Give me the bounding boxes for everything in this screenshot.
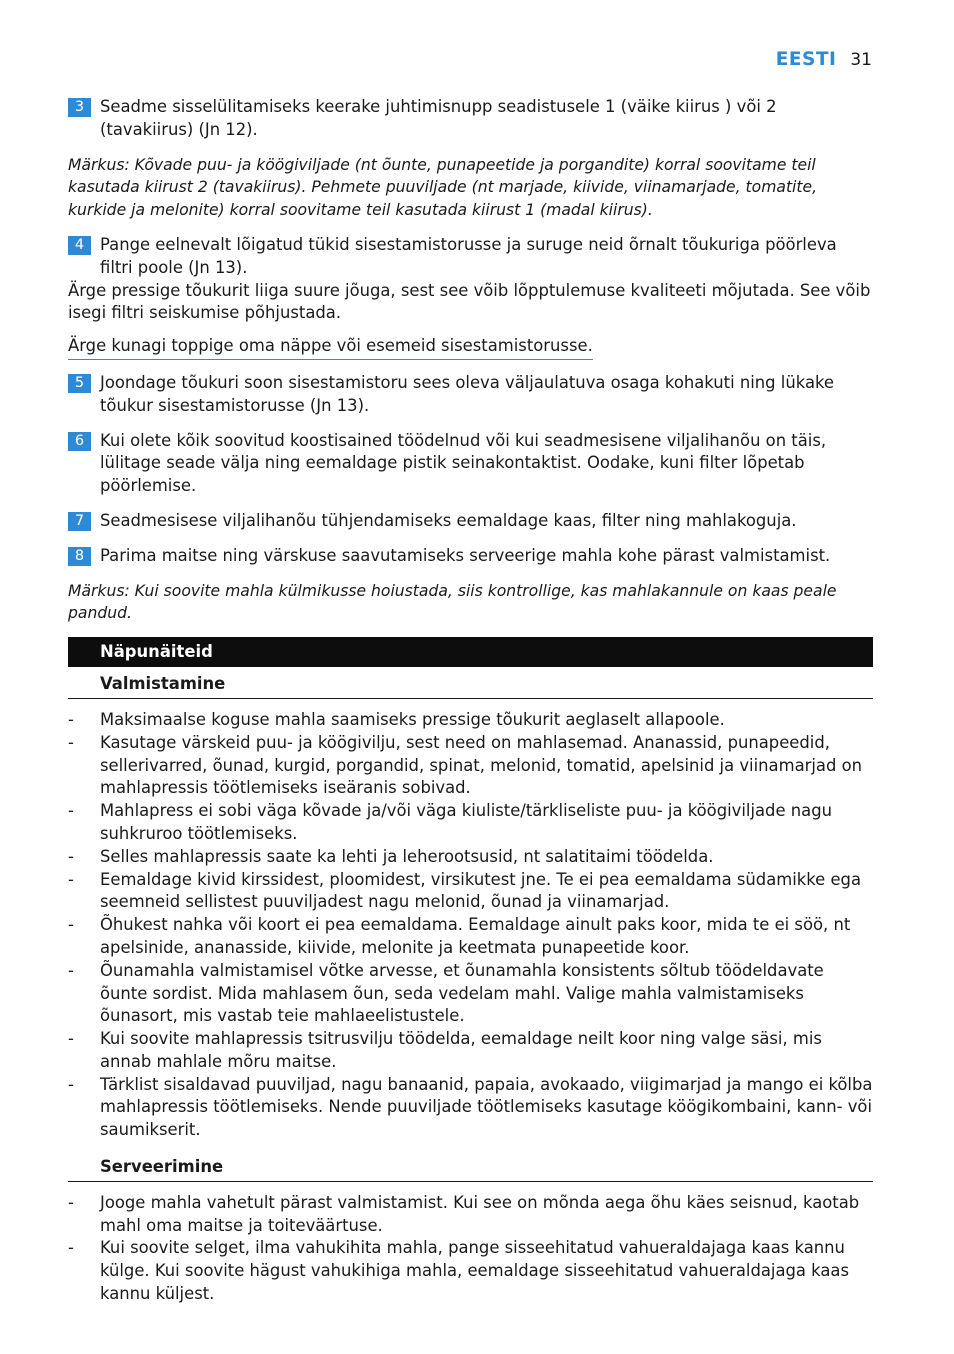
step-number-badge: 3 — [68, 98, 91, 117]
prep-heading: Valmistamine — [68, 667, 873, 699]
note-storage: Märkus: Kui soovite mahla külmikusse hoiustada, siis kontrollige, kas mahlakannule on kaas peale pandud. — [68, 581, 837, 623]
step-6 — [68, 430, 873, 498]
list-item: - Eemaldage kivid kirssidest, ploomidest, virsikutest jne. Te ei pea eemaldama südamikke ega seemneid sellistest puuviljadest nagu melonid, õunad ja viinamarjad. — [68, 869, 873, 915]
serve-list — [68, 1192, 873, 1306]
step-number-badge: 8 — [68, 547, 91, 566]
step-text: Joondage tõukuri soon sisestamistoru sees oleva väljaulatuva osaga kohakuti ning lükake tõukur sisestamistorusse (Jn 13). — [100, 372, 834, 415]
list-item: - Õhukest nahka või koort ei pea eemaldama. Eemaldage ainult paks koor, mida te ei söö, nt apelsinide, ananasside, kiivide, melonite ja keetmata punapeetide koor. — [68, 914, 873, 960]
step-number-badge: 7 — [68, 512, 91, 531]
warning-row — [68, 335, 873, 360]
step-8 — [68, 545, 873, 568]
step-text: Seadmesisese viljalihanõu tühjendamiseks eemaldage kaas, filter ning mahlakoguja. — [100, 510, 797, 530]
list-item: - Selles mahlapressis saate ka lehti ja leherootsusid, nt salatitaimi töödelda. — [68, 846, 873, 869]
warning-text: Ärge kunagi toppige oma näppe või esemeid sisestamistorusse. — [68, 335, 593, 360]
prep-list — [68, 709, 873, 1142]
page-number: 31 — [850, 50, 872, 70]
language-label: EESTI — [775, 49, 837, 70]
list-item: - Maksimaalse koguse mahla saamiseks pressige tõukurit aeglaselt allapoole. — [68, 709, 873, 732]
serve-heading: Serveerimine — [68, 1150, 873, 1182]
step-text: Seadme sisselülitamiseks keerake juhtimisnupp seadistusele 1 (väike kiirus ) või 2 (tavakiirus) (Jn 12). — [100, 97, 777, 139]
step-number-badge: 5 — [68, 374, 91, 393]
list-item: - Õunamahla valmistamisel võtke arvesse, et õunamahla konsistents sõltub töödeldavate õunte sordist. Mida mahlasem õun, seda vedelam mahl. Valige mahla valmistamiseks õunasort, mis vastab teie mahlaeelistustele. — [68, 960, 873, 1028]
list-item: - Kui soovite mahlapressis tsitrusvilju töödelda, eemaldage neilt koor ning valge säsi, mis annab mahlale mõru maitse. — [68, 1028, 873, 1074]
step-text: Parima maitse ning värskuse saavutamiseks serveerige mahla kohe pärast valmistamist. — [100, 545, 831, 565]
step-number-badge: 4 — [68, 236, 91, 255]
step-3 — [68, 96, 873, 142]
step-5 — [68, 372, 873, 418]
list-item: - Jooge mahla vahetult pärast valmistamist. Kui see on mõnda aega õhu käes seisnud, kaotab mahl oma maitse ja toiteväärtuse. — [68, 1192, 873, 1238]
step-number-badge: 6 — [68, 432, 91, 451]
page-content — [68, 0, 873, 1314]
step-text: Kui olete kõik soovitud koostisained töödelnud või kui seadmesisene viljalihanõu on täis, lülitage seade välja ning eemaldage pistik seinakontaktist. Oodake, kuni filter lõpetab pöörlemise. — [100, 430, 827, 496]
step-4-detail: Ärge pressige tõukurit liiga suure jõuga, sest see võib lõpptulemuse kvaliteeti mõjutada. See võib isegi filtri seiskumise põhjustada. — [68, 280, 871, 323]
step-7 — [68, 510, 873, 533]
list-item: - Tärklist sisaldavad puuviljad, nagu banaanid, papaia, avokaado, viigimarjad ja mango ei kõlba mahlapressis töötlemiseks. Nende puuviljade töötlemiseks kasutage köögikombaini, kann- või saumikserit. — [68, 1074, 873, 1142]
note-speed: Märkus: Kõvade puu- ja köögiviljade (nt õunte, punapeetide ja porgandite) korral soovitame teil kasutada kiirust 2 (tavakiirus). Pehmete puuviljade (nt marjade, kiivide, viinamarjade, tomatite, kurkide ja melonite) korral soovitame teil kasutada kiirust 1 (madal kiirus). — [68, 155, 818, 220]
step-4 — [68, 234, 873, 280]
list-item: - Mahlapress ei sobi väga kõvade ja/või väga kiuliste/tärkliseliste puu- ja köögiviljade nagu suhkruroo töötlemiseks. — [68, 800, 873, 846]
list-item: - Kasutage värskeid puu- ja köögivilju, sest need on mahlasemad. Ananassid, punapeedid, sellerivarred, õunad, kurgid, porgandid, spinat, melonid, tomatid, apelsinid ja viinamarjad on mahlapressis töötlemiseks iseäranis sobivad. — [68, 732, 873, 800]
step-text: Pange eelnevalt lõigatud tükid sisestamistorusse ja suruge neid õrnalt tõukuriga pöörleva filtri poole (Jn 13). — [100, 234, 837, 277]
tips-banner: Näpunäiteid — [68, 637, 873, 667]
list-item: - Kui soovite selget, ilma vahukihita mahla, pange sisseehitatud vahueraldajaga kaas kannu külge. Kui soovite hägust vahukihiga mahla, eemaldage sisseehitatud vahueraldajaga kaas kannu küljest. — [68, 1237, 873, 1305]
